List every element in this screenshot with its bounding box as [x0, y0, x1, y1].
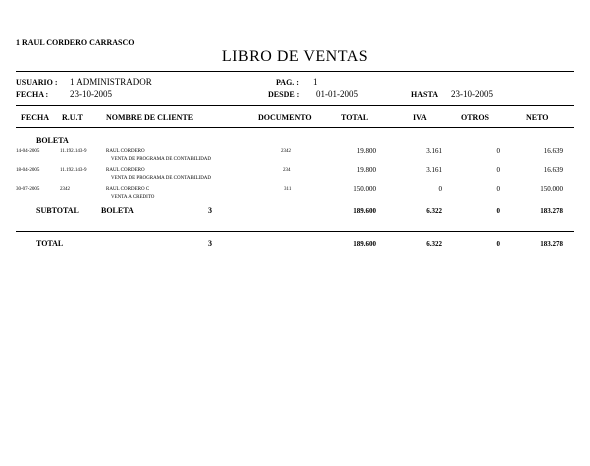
cell-descripcion: VENTA A CREDITO [111, 195, 155, 200]
cell-total: 150.000 [353, 185, 376, 193]
cell-cliente: RAUL CORDERO C [106, 187, 150, 192]
subtotal-iva: 6.322 [426, 207, 442, 215]
column-header-documento: DOCUMENTO [258, 113, 312, 122]
divider [16, 231, 574, 232]
subtotal-total: 189.600 [353, 207, 376, 215]
cell-fecha: 30-07-2005 [16, 187, 40, 192]
cell-documento: 234 [283, 168, 291, 173]
divider [16, 71, 574, 72]
grand-total-iva: 6.322 [426, 240, 442, 248]
report-title: LIBRO DE VENTAS [221, 48, 369, 65]
cell-iva: 3.161 [426, 147, 442, 155]
cell-total: 19.800 [356, 147, 376, 155]
subtotal-section: BOLETA [101, 206, 134, 215]
cell-rut: 2342 [60, 187, 70, 192]
column-header-fecha: FECHA [21, 113, 49, 122]
column-header-rut: R.U.T [62, 113, 83, 122]
cell-otros: 0 [496, 166, 500, 174]
grand-total-label: TOTAL [36, 239, 64, 248]
cell-otros: 0 [496, 147, 500, 155]
cell-fecha: 18-04-2005 [16, 168, 40, 173]
cell-fecha: 14-04-2005 [16, 149, 40, 154]
column-header-iva: IVA [413, 113, 427, 122]
usuario-value: 1 ADMINISTRADOR [70, 77, 152, 87]
cell-rut: 11.192.143-9 [60, 168, 87, 173]
subtotal-otros: 0 [496, 207, 500, 215]
cell-descripcion: VENTA DE PROGRAMA DE CONTABILIDAD [111, 176, 212, 181]
cell-rut: 11.192.143-9 [60, 149, 87, 154]
grand-total-otros: 0 [496, 240, 500, 248]
cell-neto: 16.639 [543, 147, 563, 155]
cell-neto: 16.639 [543, 166, 563, 174]
cell-iva: 0 [438, 185, 442, 193]
column-header-otros: OTROS [461, 113, 490, 122]
cell-iva: 3.161 [426, 166, 442, 174]
grand-total-neto: 183.278 [540, 240, 563, 248]
pag-value: 1 [313, 77, 318, 87]
company-name: 1 RAUL CORDERO CARRASCO [16, 38, 135, 47]
cell-cliente: RAUL CORDERO [106, 149, 145, 154]
cell-neto: 150.000 [540, 185, 563, 193]
usuario-label: USUARIO : [16, 78, 58, 87]
column-header-neto: NETO [526, 113, 549, 122]
subtotal-neto: 183.278 [540, 207, 563, 215]
cell-cliente: RAUL CORDERO [106, 168, 145, 173]
hasta-value: 23-10-2005 [451, 89, 493, 99]
desde-label: DESDE : [268, 90, 300, 99]
cell-documento: 2342 [281, 149, 291, 154]
fecha-label: FECHA : [16, 90, 49, 99]
divider [16, 105, 574, 106]
desde-value: 01-01-2005 [316, 89, 358, 99]
cell-documento: 311 [284, 187, 292, 192]
grand-total-total: 189.600 [353, 240, 376, 248]
cell-total: 19.800 [356, 166, 376, 174]
subtotal-count: 3 [208, 206, 212, 215]
grand-total-count: 3 [208, 239, 212, 248]
column-header-cliente: NOMBRE DE CLIENTE [106, 113, 194, 122]
subtotal-label: SUBTOTAL [36, 206, 79, 215]
column-header-total: TOTAL [341, 113, 369, 122]
hasta-label: HASTA [411, 90, 438, 99]
cell-otros: 0 [496, 185, 500, 193]
fecha-value: 23-10-2005 [70, 89, 112, 99]
cell-descripcion: VENTA DE PROGRAMA DE CONTABILIDAD [111, 157, 212, 162]
divider [16, 127, 574, 128]
pag-label: PAG. : [276, 78, 299, 87]
section-title: BOLETA [36, 136, 69, 145]
